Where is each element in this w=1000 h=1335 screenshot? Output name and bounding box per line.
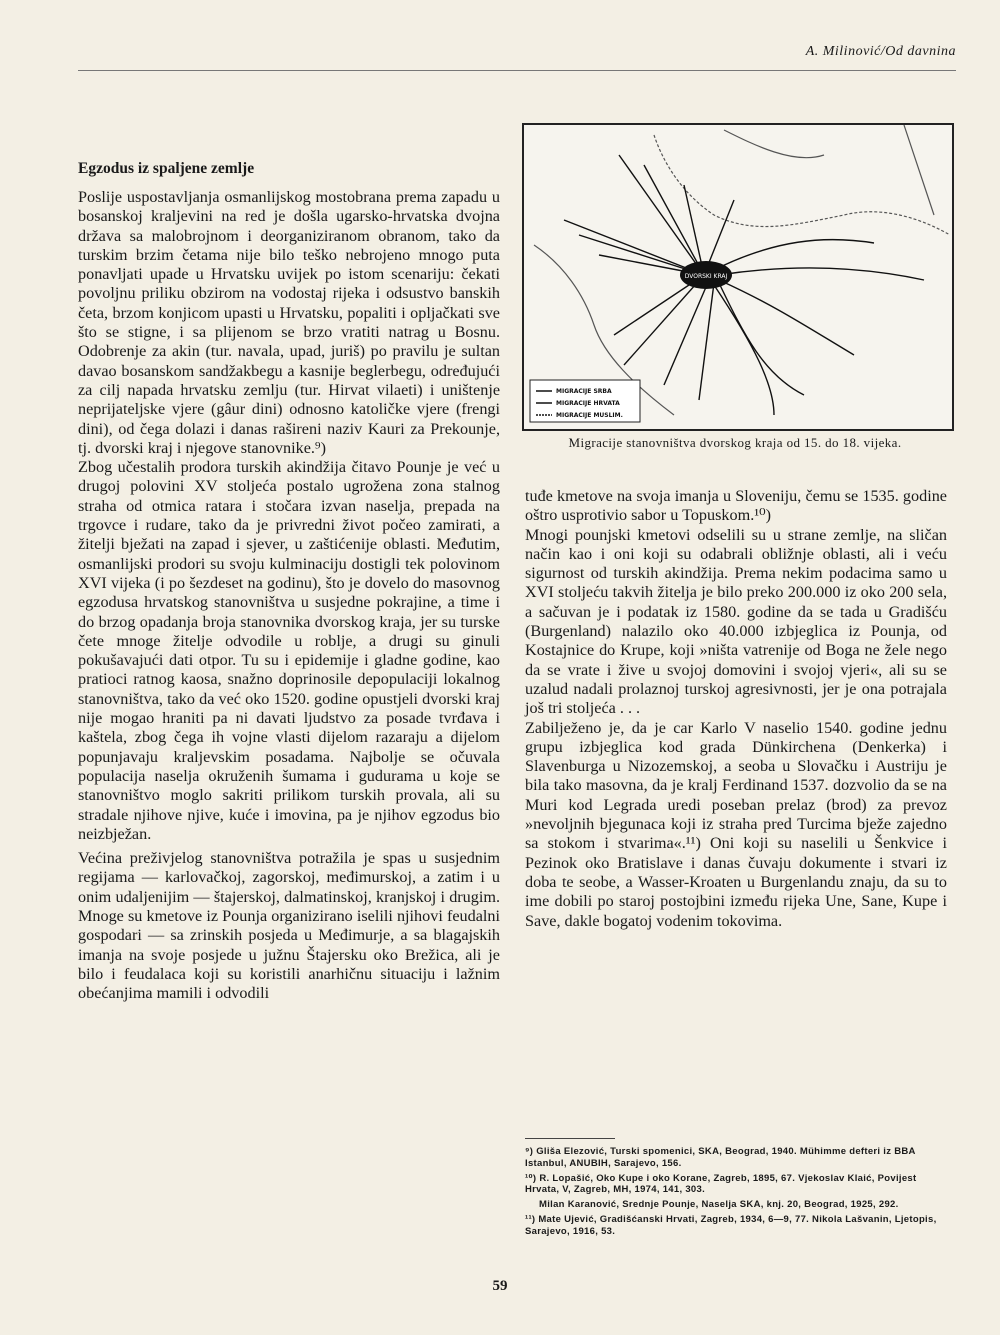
section-title: Egzodus iz spaljene zemlje [78,160,255,177]
left-column [78,188,500,1003]
footnote-rule [525,1138,615,1139]
paragraph: tuđe kmetove na svoja imanja u Sloveniju, čemu se 1535. godine oštro usprotivio sabor u Topuskom.¹⁰) [525,487,947,525]
footnote: Milan Karanović, Srednje Pounje, Naselja SKA, knj. 20, Beograd, 1925, 292. [539,1199,899,1211]
right-column [525,487,947,931]
legend-item-srbi: MIGRACIJE SRBA [556,388,612,395]
legend-item-hrvati: MIGRACIJE HRVATA [556,400,620,407]
paragraph: Zabilježeno je, da je car Karlo V naselio 1540. godine jednu grupu izbjeglica kod grada Dünkirchena (Denkerka) i Slavenburga u Nizozemskoj, a seoba u Slovačku i Austriju je bila tako masovna, da je kralj Ferdinand 1537. dozvolio da se na Muri kod Legrada uredi poseban prelaz (brod) za prevoz »nevoljnih bjegunaca koji iz straha pred Turcima bježe zajedno sa stokom i stvarima«.¹¹) Oni koji su naselili u Šenkvice i Pezinok oko Bratislave i danas čuvaju dokumente i stvari iz doba te seobe, a Wasser-Kroaten u Burgenlandu znaju, da su to ime dobili po staroj postojbini između rijeka Une, Sane, Kupe i Save, dakle bogatoj vodenim tokovima. [525,718,947,930]
legend-item-muslimani: MIGRACIJE MUSLIM. [556,412,623,419]
figure-caption: Migracije stanovništva dvorskog kraja od 15. do 18. vijeka. [568,435,902,450]
migration-map [522,123,954,431]
footnotes [525,1146,945,1241]
page-number: 59 [492,1278,508,1294]
paragraph: Poslije uspostavljanja osmanlijskog mostobrana prema zapadu u bosanskoj kraljevini na red je došla ugarsko-hrvatska dvojna država sa malobrojnom i deorganiziranom obranom, tako da turskim brzim četama nije bilo teško nebrojeno mnogo puta ponavljati upade u Hrvatsku uvijek po istom scenariju: čekati povoljnu priliku obzirom na vodostaj rijeka i odsustvo banskih četa, brzom konjicom upasti u Hrvatsku, popaliti i opljačkati sve što se stigne, i sa plijenom se brzo vratiti natrag u Bosnu. Odobrenje za akin (tur. navala, upad, juriš) po pravilu je sultan davao bosanskom sandžakbegu a kasnije beglerbegu, određujući za cilj napada hrvatsku zemlju (tur. Hirvat vilaeti) i uništenje neprijateljske vjere (gâur dini) odnosno katoličke vjere (frengi dini), od čega dolazi i danas rašireni naziv Kauri za Prekounje, tj. dvorski kraj i njegove stanovnike.⁹) [78,188,500,457]
paragraph: Većina preživjelog stanovništva potražila je spas u susjednim regijama — karlovačkoj, zagorskoj, međimurskoj, a zatim i u onim udaljenijim — štajerskoj, dalmatinskoj, kranjskoj i drugim. Mnoge su kmetove iz Pounja organizirano iselili njihovi feudalni gospodari — sa zrinskih posjeda u Međimurje, a sa blagajskih imanja na svoje posjede u južnu Štajersku oko Brežica, ali je bilo i feudalaca koji su koristili anarhičnu situaciju i lažnim obećanjima mamili i odvodili [78,849,500,1003]
header-rule [78,70,956,71]
running-header: A. Milinović/Od davnina [805,44,956,59]
footnote: ¹¹) Mate Ujević, Gradišćanski Hrvati, Zagreb, 1934, 6—9, 77. Nikola Lašvanin, Ljetopis, Sarajevo, 1916, 53. [525,1213,937,1237]
center-label: DVORSKI KRAJ [684,273,728,280]
paragraph: Zbog učestalih prodora turskih akindžija čitavo Pounje je već u drugoj polovini XV stoljeća postalo ugrožena zona stalnog straha od otmica ratara i stočara izvan naselja, prepada na trgovce i rudare, tako da je privredni život počeo zamirati, a žitelji bježati na zapad i sjever, u zaštićenije oblasti. Međutim, osmanlijski prodori su svoju kulminaciju dostigli tek polovinom XVI vijeka (i po šezdeset na godinu), što je dovelo do masovnog egzodusa hrvatskog stanovništva u susjedne pokrajine, a time i do brzog opadanja broja stanovnika dvorskog kraja, jer su turske čete mnoge žitelje odvodile u roblje, a drugi su ginuli pokušavajući dati otpor. Tu su i epidemije i gladne godine, kao pratioci ratnog kaosa, snažno doprinosile depopulaciji lokalnog stanovništva, tako da već oko 1520. godine opustjeli dvorski kraj nije mogao hraniti pa ni davati ljudstvo za posade tvrđava i kaštela, zbog čega ih vojne vlasti dijelom razaraju a dijelom popunjavaju kraljevskim posadama. Najbolje se očuvala populacija naselja okruženih šumama i gudurama u koje se stanovništvo moglo sakriti prilikom turskih provala, ali su stradale njihove njive, kuće i imovina, pa je njihov egzodus bio neizbježan. [78,458,500,843]
paragraph: Mnogi pounjski kmetovi odselili su u strane zemlje, na sličan način kao i oni koji su odabrali obližnje oblasti, ali i veću sigurnost od turskih akindžija. Prema nekim podacima samo u XVI stoljeću takvih žitelja je bilo preko 200.000 iz oko 200 sela, a sačuvan je i podatak iz 1580. godine da se tada u Gradišću (Burgenland) nalazilo oko 40.000 izbjeglica iz Pounja, od Kostajnice do Krupe, koji »ništa vatrenije od Boga ne žele nego da se vrate i žive u svojoj domovini i svojoj vjeri«, ali su se uzalud nadali prolaznoj turskoj agresivnosti, jer je ona potrajala još tri stoljeća . . . [525,525,947,718]
footnote: ⁹) Gliša Elezović, Turski spomenici, SKA, Beograd, 1940. Mühimme defteri iz BBA Istanbul, ANUBIH, Sarajevo, 156. [525,1146,916,1169]
footnote: ¹⁰) R. Lopašić, Oko Kupe i oko Korane, Zagreb, 1895, 67. Vjekoslav Klaić, Povijest Hrvata, V, Zagreb, MH, 1974, 141, 303. [525,1172,917,1196]
